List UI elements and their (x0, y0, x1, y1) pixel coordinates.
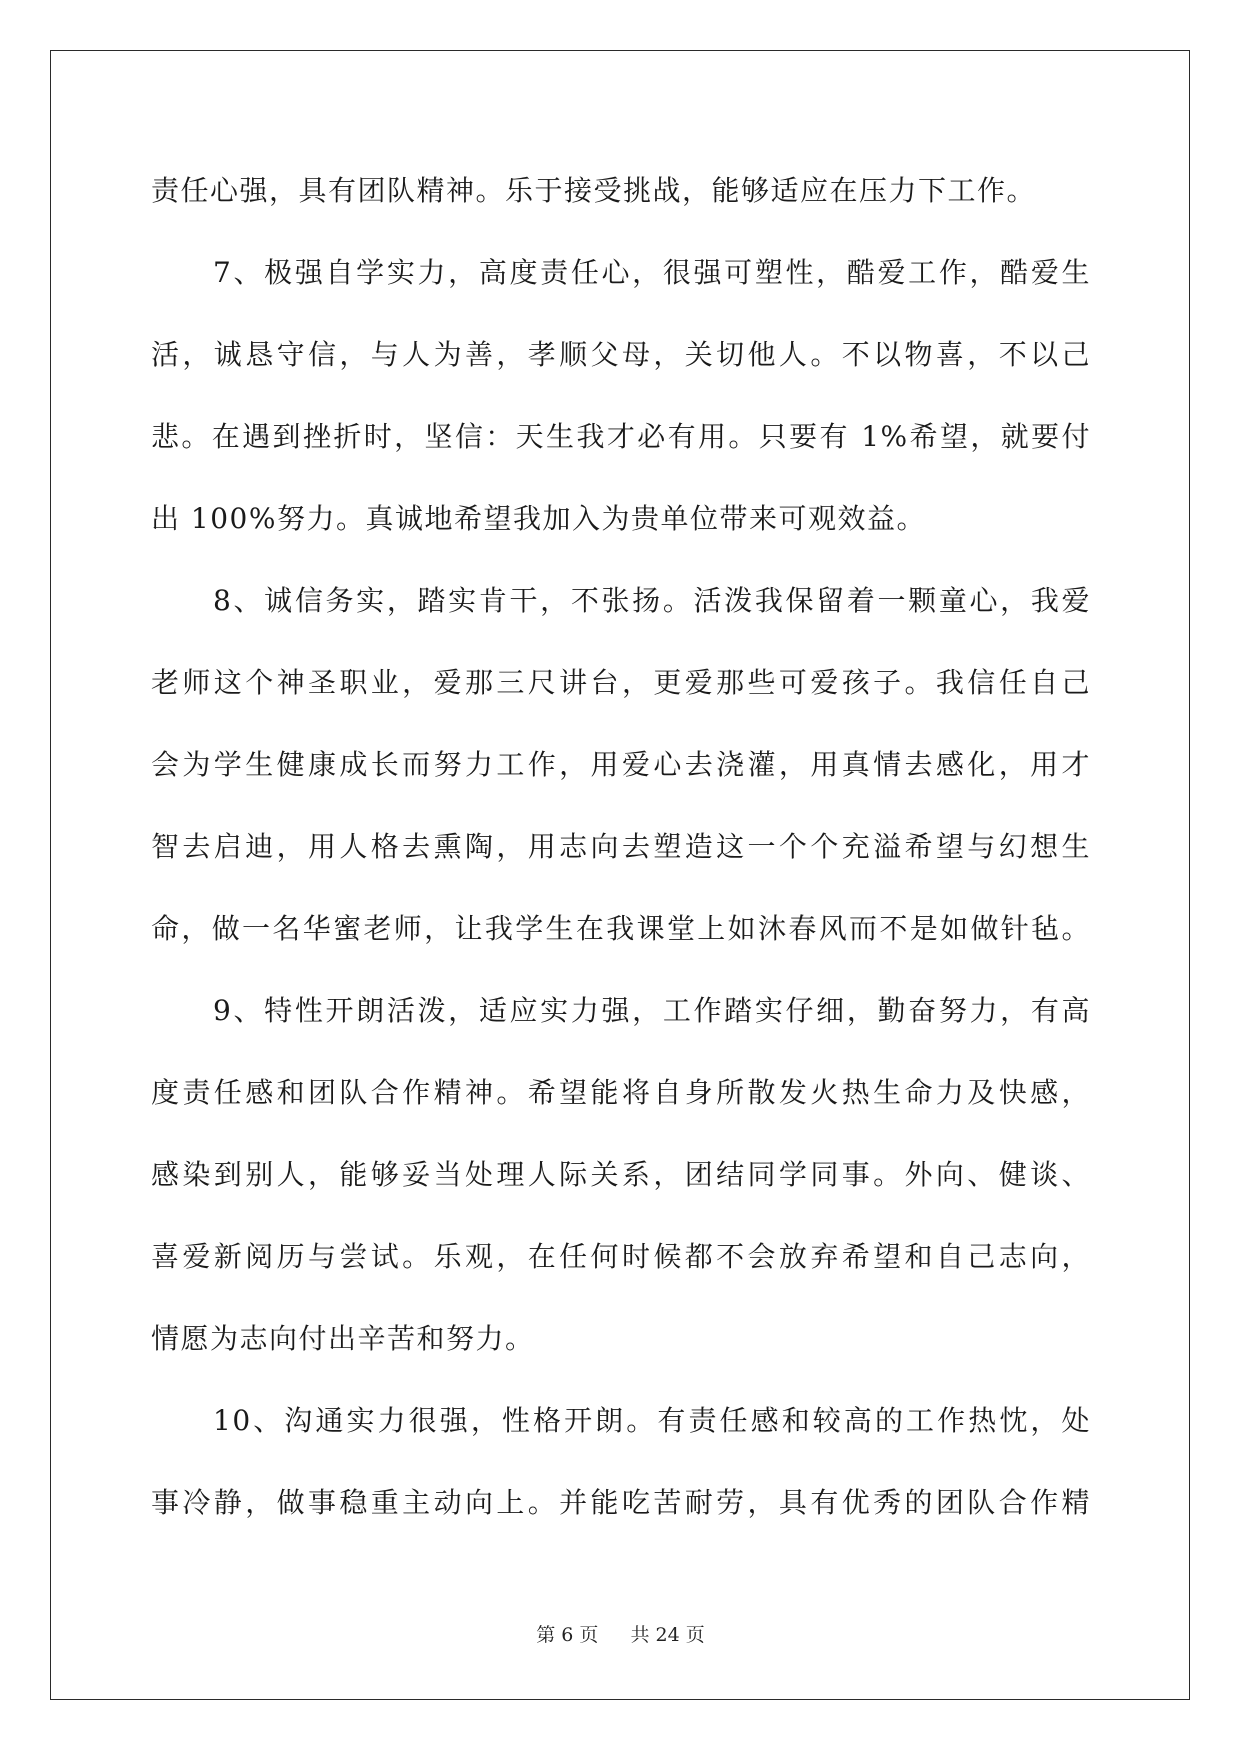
text-line: 命，做一名华蜜老师，让我学生在我课堂上如沐春风而不是如做针毡。 (151, 912, 1091, 945)
text-line: 悲。在遇到挫折时，坚信：天生我才必有用。只要有 1%希望，就要付 (151, 420, 1091, 453)
page-total: 共 24 页 (630, 1624, 705, 1646)
text-line: 10、沟通实力很强，性格开朗。有责任感和较高的工作热忱，处 (213, 1404, 1091, 1437)
text-line: 情愿为志向付出辛苦和努力。 (151, 1322, 535, 1355)
text-line: 喜爱新阅历与尝试。乐观，在任何时候都不会放弃希望和自己志向， (151, 1240, 1091, 1273)
text-line: 智去启迪，用人格去熏陶，用志向去塑造这一个个充溢希望与幻想生 (151, 830, 1091, 863)
page-footer (0, 1620, 1241, 1647)
text-line: 活，诚恳守信，与人为善，孝顺父母，关切他人。不以物喜，不以己 (151, 338, 1091, 371)
text-line: 感染到别人，能够妥当处理人际关系，团结同学同事。外向、健谈、 (151, 1158, 1091, 1191)
text-line: 事冷静，做事稳重主动向上。并能吃苦耐劳，具有优秀的团队合作精 (151, 1486, 1091, 1519)
page-number: 第 6 页 (536, 1624, 599, 1646)
text-line: 老师这个神圣职业，爱那三尺讲台，更爱那些可爱孩子。我信任自己 (151, 666, 1091, 699)
text-line: 出 100%努力。真诚地希望我加入为贵单位带来可观效益。 (151, 502, 926, 535)
text-line: 度责任感和团队合作精神。希望能将自身所散发火热生命力及快感， (151, 1076, 1091, 1109)
document-body (151, 150, 1091, 1544)
text-line: 8、诚信务实，踏实肯干，不张扬。活泼我保留着一颗童心，我爱 (213, 584, 1091, 617)
text-line: 会为学生健康成长而努力工作，用爱心去浇灌，用真情去感化，用才 (151, 748, 1091, 781)
text-line: 7、极强自学实力，高度责任心，很强可塑性，酷爱工作，酷爱生 (213, 256, 1091, 289)
text-line: 责任心强，具有团队精神。乐于接受挑战，能够适应在压力下工作。 (151, 174, 1037, 207)
text-line: 9、特性开朗活泼，适应实力强，工作踏实仔细，勤奋努力，有高 (213, 994, 1091, 1027)
